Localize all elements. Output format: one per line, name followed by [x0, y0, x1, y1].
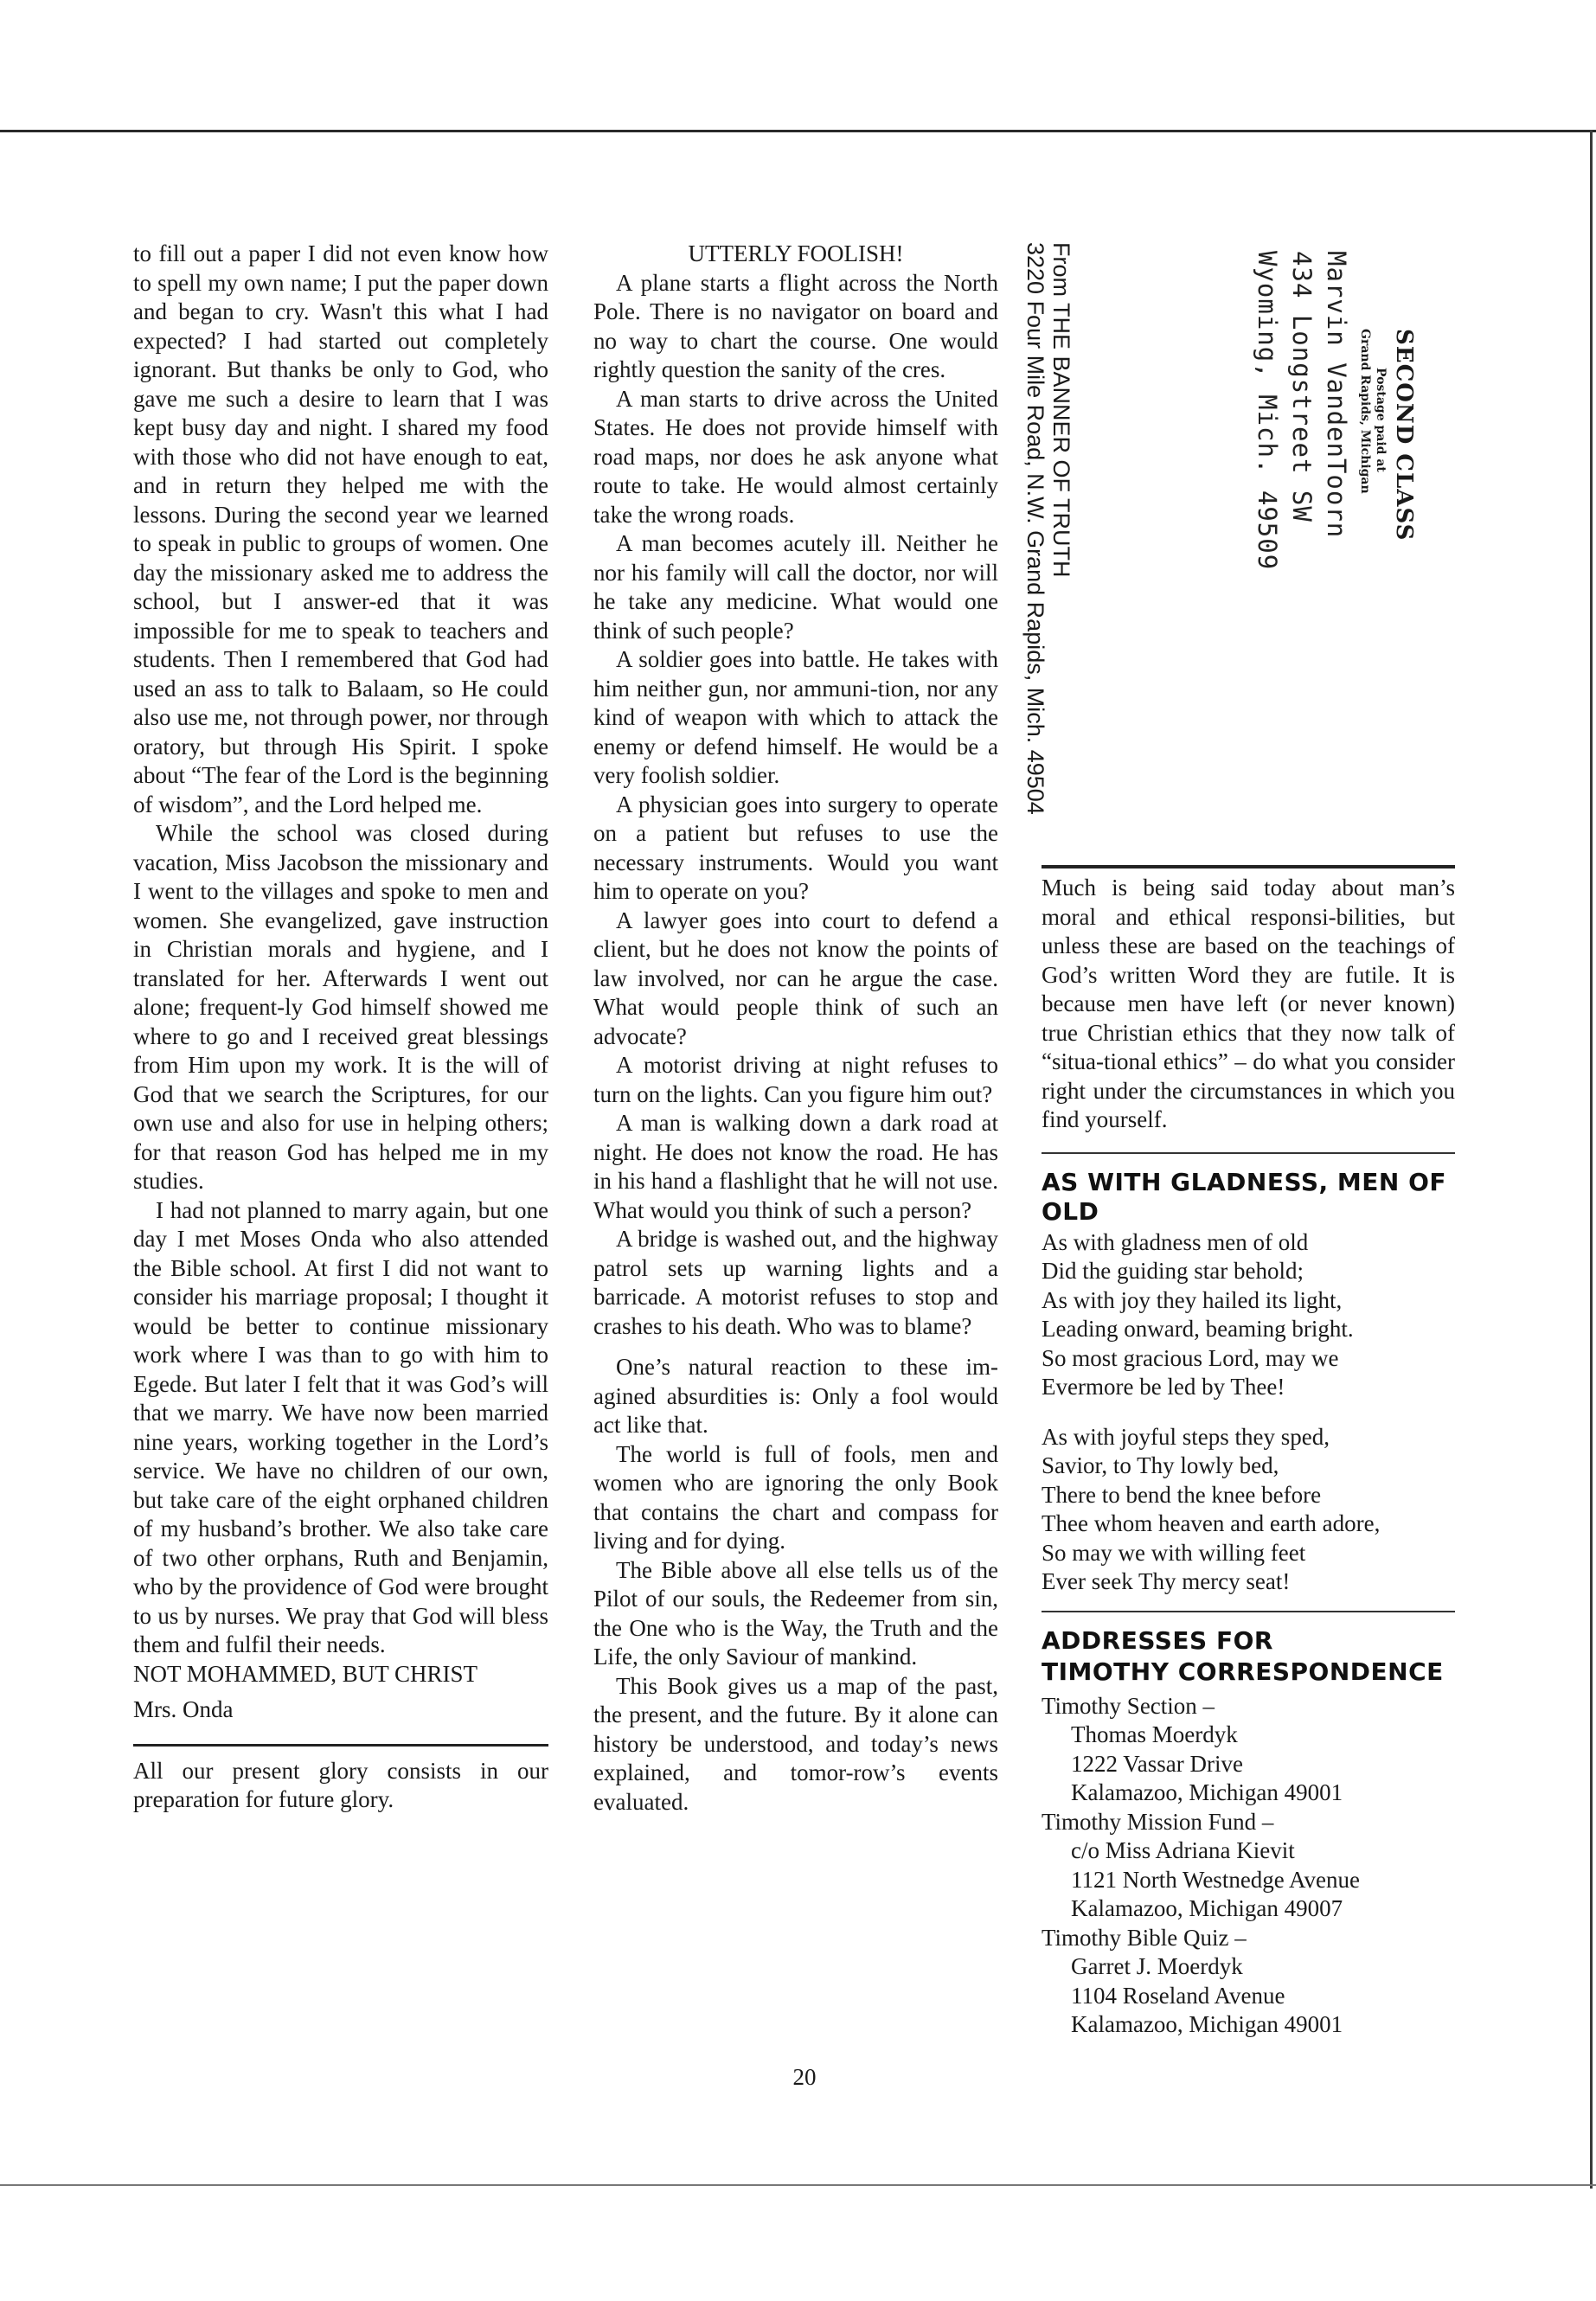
- divider: [1042, 1152, 1455, 1154]
- addresses-title-line1: ADDRESSES FOR: [1042, 1625, 1273, 1655]
- scan-border-right: [1590, 130, 1593, 2189]
- hymn-line: Ever seek Thy mercy seat!: [1042, 1568, 1291, 1594]
- column-left: [133, 240, 548, 1815]
- hymn-line: So may we with willing feet: [1042, 1539, 1306, 1566]
- address-line: Kalamazoo, Michigan 49001: [1071, 2011, 1343, 2037]
- address-list: [1042, 1692, 1455, 2040]
- paragraph: The Bible above all else tells us of the Pilot of our souls, the Redeemer from sin, the One who is the Way, the Truth and the Life, the only Saviour of mankind.: [593, 1556, 998, 1670]
- address-line: Thomas Moerdyk: [1071, 1721, 1238, 1747]
- address-heading: Timothy Bible Quiz –: [1042, 1924, 1247, 1951]
- divider: [1042, 1611, 1455, 1612]
- hymn-stanza-1: [1042, 1228, 1455, 1402]
- article-title: UTTERLY FOOLISH!: [688, 240, 904, 266]
- hymn-line: Thee whom heaven and earth adore,: [1042, 1510, 1381, 1536]
- paragraph: to fill out a paper I did not even know how to spell my own name; I put the paper down and began to cry. Wasn't this what I had expected? I had started out completely ignorant. But thanks be only to God, who gave me such a desire to learn that I was kept busy day and night. I shared my food with those who did not have enough to eat, and in return they helped me with the lessons. During the second year we learned to speak in public to groups of women. One day the missionary asked me to address the school, but I answer-ed that it was impossible for me to speak to teachers and students. Then I remembered that God had used an ass to talk to Balaam, so He could also use me, not through power, nor through oratory, but through His Spirit. I spoke about “The fear of the Lord is the beginning of wisdom”, and the Lord helped me.: [133, 240, 548, 817]
- column-right: [1042, 865, 1455, 2040]
- address-line: 1104 Roseland Avenue: [1071, 1982, 1285, 2009]
- address-line: 1222 Vassar Drive: [1071, 1750, 1243, 1777]
- scan-border-bottom: [0, 2184, 1596, 2186]
- paragraph: A man becomes acutely ill. Neither he nor his family will call the doctor, nor will he take any medicine. What would one think of such people?: [593, 530, 998, 644]
- address-heading: Timothy Section –: [1042, 1692, 1215, 1719]
- column-middle: [593, 240, 998, 1817]
- divider: [1042, 865, 1455, 868]
- page-number: 20: [792, 2064, 817, 2090]
- address-line: c/o Miss Adriana Kievit: [1071, 1837, 1295, 1863]
- author-signature: Mrs. Onda: [133, 1696, 234, 1722]
- address-line: Garret J. Moerdyk: [1071, 1953, 1243, 1979]
- addresses-title-line2: TIMOTHY CORRESPONDENCE: [1042, 1657, 1444, 1686]
- paragraph: A man starts to drive across the United States. He does not provide himself with road maps, nor does he ask anyone what route to take. He would almost certainly take the wrong roads.: [593, 385, 998, 528]
- recipient-city: Wyoming, Mich. 49509: [1253, 251, 1282, 571]
- postage-line1: Postage paid at: [1374, 368, 1388, 472]
- hymn-line: Evermore be led by Thee!: [1042, 1374, 1285, 1400]
- second-class-label: SECOND CLASS: [1391, 329, 1417, 542]
- paragraph: The world is full of fools, men and women who are ignoring the only Book that contains the chart and compass for living and for dying.: [593, 1440, 998, 1554]
- address-line: Kalamazoo, Michigan 49001: [1071, 1779, 1343, 1805]
- hymn-stanza-2: [1042, 1423, 1455, 1597]
- hymn-line: As with gladness men of old: [1042, 1228, 1309, 1255]
- divider: [133, 1744, 548, 1747]
- paragraph: I had not planned to marry again, but one day I met Moses Onda who also attended the Bible school. At first I did not want to consider his marriage proposal; I thought it would be better to continue missionary work where I was than to go with him to Egede. But later I felt that it was God’s will that we marry. We have now been married nine years, working together in the Lord’s service. We have no children of our own, but take care of the eight orphaned children of my husband’s brother. We also take care of two other orphans, Ruth and Benjamin, who by the providence of God were brought to us by nurses. We pray that God will bless them and fulfil their needs.: [133, 1196, 548, 1657]
- return-address-line1: From THE BANNER OF TRUTH: [1048, 242, 1074, 578]
- recipient-street: 434 Longstreet SW: [1287, 251, 1317, 522]
- closing-title: NOT MOHAMMED, BUT CHRIST: [133, 1660, 478, 1687]
- return-address-line2: 3220 Four Mile Road, N.W. Grand Rapids, Mich. 49504: [1022, 242, 1048, 815]
- hymn-line: As with joy they hailed its light,: [1042, 1286, 1343, 1313]
- paragraph: While the school was closed during vacation, Miss Jacobson the missionary and I went to the villages and spoke to men and women. She evangelized, gave instruction in Christian morals and hygiene, and I translated for her. Afterwards I went out alone; frequent-ly God himself showed me where to go and I received great blessings from Him upon my work. It is the will of God that we search the Scriptures, for our own use and also for use in helping others; for that reason God has helped me in my studies.: [133, 820, 548, 1194]
- paragraph: A physician goes into surgery to operate on a patient but refuses to use the necessary instruments. Would you want him to operate on you?: [593, 791, 998, 904]
- paragraph: A motorist driving at night refuses to turn on the lights. Can you figure him out?: [593, 1052, 998, 1107]
- paragraph: A lawyer goes into court to defend a client, but he does not know the points of law involved, nor can he argue the case. What would people think of such an advocate?: [593, 907, 998, 1049]
- paragraph: One’s natural reaction to these im-agined absurdities is: Only a fool would act like that.: [593, 1354, 998, 1438]
- scan-border-top: [0, 130, 1596, 132]
- address-line: Kalamazoo, Michigan 49007: [1071, 1895, 1343, 1921]
- hymn-line: Did the guiding star behold;: [1042, 1258, 1304, 1284]
- hymn-line: There to bend the knee before: [1042, 1481, 1322, 1508]
- paragraph: A plane starts a flight across the North Pole. There is no navigator on board and no way to chart the course. One would rightly question the sanity of the cres.: [593, 269, 998, 382]
- hymn-line: So most gracious Lord, may we: [1042, 1344, 1339, 1371]
- quote: All our present glory consists in our preparation for future glory.: [133, 1757, 548, 1812]
- paragraph: Much is being said today about man’s moral and ethical responsi-bilities, but unless these are based on the teachings of God’s written Word they are futile. It is because men have left (or never known) true Christian ethics that they now talk of “situa-tional ethics” – do what you consider right under the circumstances in which you find yourself.: [1042, 875, 1455, 1132]
- paragraph: A man is walking down a dark road at night. He does not know the road. He has in his hand a flashlight that he will not use. What would you think of such a person?: [593, 1110, 998, 1223]
- hymn-line: Savior, to Thy lowly bed,: [1042, 1452, 1279, 1478]
- paragraph: This Book gives us a map of the past, the present, and the future. By it alone can history be understood, and today’s news explained, and tomor-row’s events evaluated.: [593, 1672, 998, 1815]
- hymn-line: Leading onward, beaming bright.: [1042, 1316, 1354, 1342]
- recipient-name: Marvin VandenToorn: [1322, 251, 1351, 539]
- paragraph: A bridge is washed out, and the highway patrol sets up warning lights and a barricade. A motorist refuses to stop and crashes to his death. Who was to blame?: [593, 1226, 998, 1339]
- postage-line2: Grand Rapids, Michigan: [1358, 329, 1372, 494]
- address-heading: Timothy Mission Fund –: [1042, 1808, 1274, 1835]
- hymn-line: As with joyful steps they sped,: [1042, 1423, 1330, 1450]
- paragraph: A soldier goes into battle. He takes with him neither gun, nor ammuni-tion, nor any kind of weapon with which to attack the enemy or defend himself. He would be a very foolish soldier.: [593, 646, 998, 788]
- mailing-label: [1022, 234, 1436, 856]
- address-line: 1121 North Westnedge Avenue: [1071, 1866, 1361, 1893]
- hymn-title: AS WITH GLADNESS, MEN OF OLD: [1042, 1167, 1447, 1226]
